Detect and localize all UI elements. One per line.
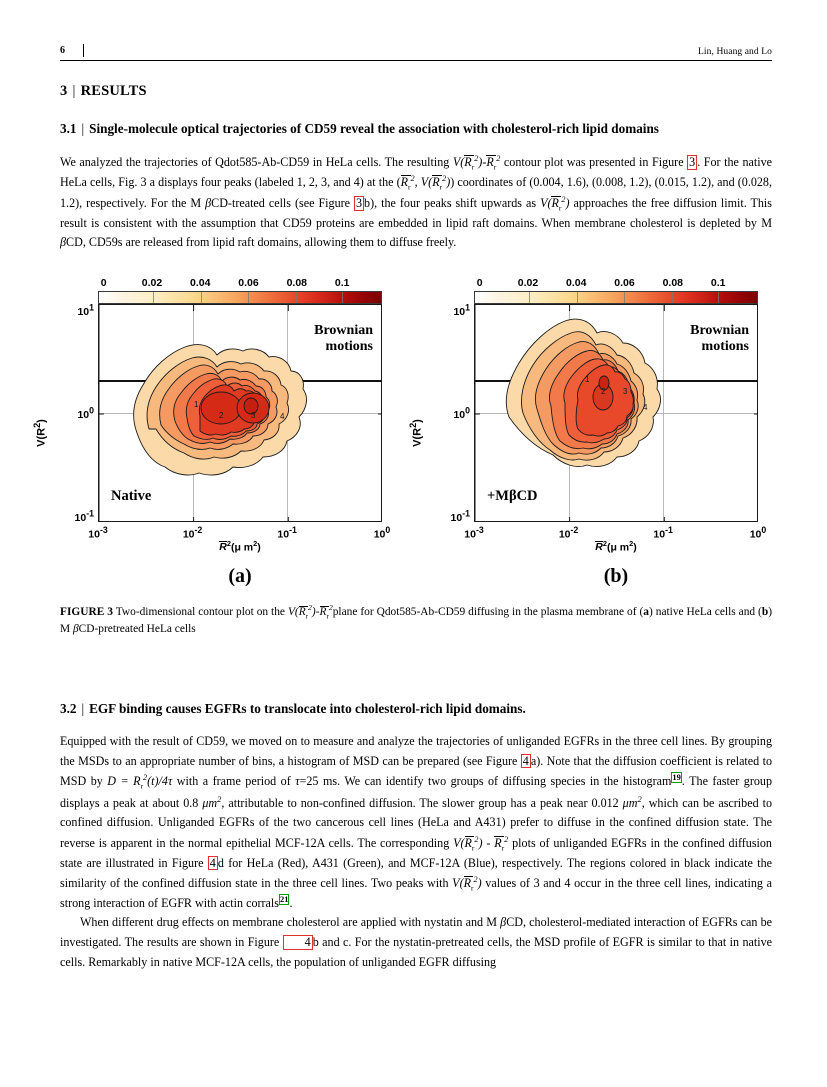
cbar-b-tick-0: 0: [476, 276, 483, 289]
running-head-left: [60, 44, 84, 57]
paragraph-cd59-analysis: [60, 152, 772, 253]
panel-b-ylabel: $V(R^2)$: [408, 418, 424, 447]
panel-a-xtick-1e-3: $10^{-3}$: [88, 524, 108, 541]
panel-b-ytick-101: $10^1$: [453, 302, 470, 318]
figure-3-caption: [60, 602, 772, 638]
figcap-text-c: ) native HeLa cells and (: [648, 606, 762, 619]
panel-a-colorbar-wrap: [98, 277, 382, 304]
panel-a-ytick-10-1: $10^{-1}$: [74, 508, 94, 524]
beta-symbol-3: β: [500, 915, 507, 930]
p2-text-k: .: [289, 895, 293, 910]
link-figure-3a[interactable]: 3: [689, 154, 696, 169]
beta-symbol-2: β: [60, 235, 67, 250]
panel-a-xtick-1e-1: $10^{-1}$: [277, 524, 297, 541]
panel-a-ylabel: $V(R^2)$: [32, 418, 48, 447]
subsection-number-32: 3.2: [60, 701, 77, 717]
cbar-b-tick-01: 0.1: [710, 276, 726, 289]
panel-b-xlabel: $R^2(\mu$ $m^2$): [595, 538, 637, 554]
link-figure-3b[interactable]: 3: [356, 196, 363, 211]
figure-3: [32, 276, 772, 639]
figcap-text-e: CD-pretreated HeLa cells: [78, 623, 196, 636]
p1-text-b: contour plot was presented in Figure: [500, 154, 688, 169]
panel-a-xtick-1e-2: $10^{-2}$: [182, 524, 203, 541]
math-coordinates: $R_r^2$, $V(R_r^2)$: [400, 174, 451, 192]
citation-ref-19[interactable]: 19: [672, 772, 681, 783]
p2-text-j: values of 3 and 4 occur in the three cell lines, indicating a strong interaction of EGFR with actin corrals: [60, 876, 772, 910]
figcap-beta: β: [72, 623, 79, 636]
link-figure-4b[interactable]: 4: [283, 935, 313, 950]
cbar-a-tick-002: 0.02: [141, 276, 163, 289]
subsection-heading-3-2: [60, 700, 772, 718]
running-head: [60, 44, 772, 60]
panel-a-xtick-1e0: $10^0$: [373, 524, 391, 541]
panel-a-peak-label-2: 2: [219, 410, 224, 420]
panel-a-colorbar-ticklabels: [98, 277, 382, 291]
panel-b-brownian-annotation: Brownian motions: [690, 322, 749, 354]
panel-b-mbcd: [408, 276, 772, 589]
panel-b-colorbar-wrap: [474, 277, 758, 304]
tau-symbol: τ: [295, 774, 300, 789]
panel-a-native: [32, 276, 396, 589]
panel-b-caption: (b): [603, 565, 629, 588]
panel-a-ytick-100: $10^0$: [77, 405, 94, 421]
link-figure-4a[interactable]: 4: [522, 753, 529, 768]
panel-b-ytick-100: $10^0$: [453, 405, 470, 421]
beta-symbol-1: β: [205, 196, 212, 211]
p1-text-h: CD, CD59s are released from lipid raft domains, allowing them to diffuse freely.: [66, 235, 457, 250]
p1-text-g: approaches the free diffusion limit. This result is consistent with the assumption that CD59 proteins are embedded in lipid raft domains. When membrane cholesterol is depleted by M: [60, 196, 772, 230]
subsection-heading-3-1: [60, 120, 772, 138]
cbar-b-tick-008: 0.08: [662, 276, 684, 289]
p2-text-g: , which can be ascribed to confined diffusion. Unliganded EGFRs of the two cancerous cell lines (HeLa and A431) prefer to diffuse in the confined diffusion state. The reverse is apparent in the normal epithelial MCF-12A cells. The corresponding: [60, 795, 772, 851]
p2-text-d: =25 ms. We can identify two groups of diffusing species in the histogram: [299, 774, 672, 789]
panel-b-xtick-1e-1: $10^{-1}$: [653, 524, 673, 541]
p1-text-c: . For the native HeLa cells, Fig. 3 a displays four peaks (labeled 1, 2, 3, and 4) at the (: [60, 154, 772, 190]
unit-um2-2: $\mu m^2$: [622, 793, 642, 810]
cbar-b-tick-004: 0.04: [566, 276, 587, 289]
subsection-title-32: EGF binding causes EGFRs to translocate into cholesterol-rich lipid domains.: [89, 701, 526, 717]
panel-b-xtick-1e-3: $10^{-3}$: [464, 524, 484, 541]
p2-text-b: a). Note that the diffusion coefficient is related to MSD by: [60, 753, 772, 789]
panel-a-caption: (a): [228, 565, 252, 588]
cbar-b-tick-002: 0.02: [517, 276, 539, 289]
header-horizontal-rule: [60, 60, 772, 61]
math-diffusion-coefficient: $D = R_r^2(t)/4\tau$: [107, 773, 173, 791]
math-vr2: $V(R_r^2)$: [540, 195, 570, 213]
unit-um2-1: $\mu m^2$: [202, 793, 222, 810]
p1-text-e: CD-treated cells (see Figure: [211, 196, 354, 211]
math-vr2-r2: $V(R_r^2)-R_r^2$: [452, 153, 501, 172]
page-content: [32, 44, 773, 972]
figcap-text-d: ) M: [60, 606, 772, 636]
panel-a-xlabel: $R^2(\mu$ $m^2$): [219, 538, 261, 554]
running-head-authors: Lin, Huang and Lo: [698, 47, 772, 57]
panel-b-plot: [474, 304, 758, 522]
section-title: RESULTS: [80, 83, 147, 99]
figcap-text-b: plane for Qdot585-Ab-CD59 diffusing in the plasma membrane of (: [332, 606, 644, 619]
figure-3-label: FIGURE 3: [60, 606, 113, 619]
p1-text-a: We analyzed the trajectories of Qdot585-Ab-CD59 in HeLa cells. The resulting: [60, 154, 453, 169]
panel-a-peak-label-1: 1: [194, 399, 199, 409]
panel-a-plot: [98, 304, 382, 522]
paragraph-egfr-msd: [60, 732, 772, 913]
section-separator: |: [72, 83, 76, 99]
subsection-title-31: Single-molecule optical trajectories of CD59 reveal the association with cholesterol-rich lipid domains: [89, 121, 659, 136]
p3-text-c: b and c. For the nystatin-pretreated cells, the MSD profile of EGFR is similar to that in native cells. Remarkably in native MCF-12A cells, the population of unliganded EGFR diffusing: [60, 935, 773, 969]
cbar-a-tick-006: 0.06: [238, 276, 259, 289]
panel-b-ytick-10-1: $10^{-1}$: [450, 508, 470, 524]
panel-a-peak-label-3: 3: [251, 410, 256, 420]
panel-b-xticks: [464, 524, 767, 543]
panel-a-peak-label-4: 4: [280, 411, 285, 421]
p3-text-a: When different drug effects on membrane cholesterol are applied with nystatin and M: [80, 915, 501, 930]
page-number: 6: [60, 45, 65, 56]
p2-text-h: plots of unliganded EGFRs in the confined diffusion state are illustrated in Figure: [60, 836, 772, 870]
panel-b-colorbar: [474, 291, 758, 304]
subsection-separator-31: |: [81, 121, 85, 136]
figcap-tag-a: a: [643, 606, 649, 619]
subsection-number-31: 3.1: [60, 121, 77, 136]
figcap-tag-b: b: [761, 606, 769, 619]
cbar-a-tick-0: 0: [100, 276, 107, 289]
panel-a-ytick-101: $10^1$: [77, 302, 94, 318]
citation-ref-21[interactable]: 21: [279, 893, 289, 904]
p2-text-a: Equipped with the result of CD59, we moved on to measure and analyze the trajectories of unliganded EGFRs in the three cell lines. By grouping the MSDs to an appropriate number of bins, a histogram of MSD can be prepared (see Figure: [60, 734, 772, 768]
p2-text-i: d for HeLa (Red), A431 (Green), and MCF-12A (Blue), respectively. The regions colored in black indicate the similarity of the confined diffusion state in the three cell lines. Two peaks with: [60, 855, 772, 891]
p2-text-e: . The faster group displays a peak at about 0.8: [60, 774, 772, 810]
cbar-a-tick-01: 0.1: [334, 276, 350, 289]
panel-a-inset-label: Native: [111, 488, 152, 505]
p2-text-c: with a frame period of: [172, 774, 296, 789]
figcap-text-a: Two-dimensional contour plot on the: [112, 606, 288, 619]
cbar-b-tick-006: 0.06: [614, 276, 635, 289]
section-number: 3: [60, 83, 68, 99]
link-figure-4d[interactable]: 4: [209, 855, 216, 870]
panel-b-xtick-1e0: $10^0$: [749, 524, 767, 541]
math-vr2-minus-r2: $V(R_r^2) - R_r^2$: [453, 835, 509, 853]
panel-b-xtick-1e-2: $10^{-2}$: [558, 524, 579, 541]
panel-a-brownian-annotation: Brownian motions: [314, 322, 373, 354]
panel-b-inset-label: +MβCD: [487, 488, 538, 505]
figcap-math: $V(R_r^2)-R_r^2$: [287, 603, 333, 621]
section-heading-results: [60, 83, 772, 100]
paragraph-drug-effects: [60, 913, 772, 972]
header-divider-rule: [83, 44, 84, 57]
cbar-a-tick-008: 0.08: [286, 276, 308, 289]
panel-b-peak-label-4: 4: [643, 402, 648, 412]
panel-a-colorbar: [98, 291, 382, 304]
math-vr2-values: $V(R_r^2)$: [452, 875, 482, 893]
panel-b-peak-label-1: 1: [585, 374, 590, 384]
panel-b-peak-label-2: 2: [601, 386, 606, 396]
p2-text-f: , attributable to non-confined diffusion. The slower group has a peak near 0.012: [221, 795, 623, 810]
figure-panels: [32, 276, 772, 589]
p1-text-f: b), the four peaks shift upwards as: [364, 196, 541, 211]
panel-a-xticks: [88, 524, 391, 543]
cbar-a-tick-004: 0.04: [190, 276, 211, 289]
subsection-separator-32: |: [81, 701, 85, 717]
p1-text-d: ) coordinates of (0.004, 1.6), (0.008, 1.2), (0.015, 1.2), and (0.028, 1.2), respectively. For the M: [60, 175, 773, 211]
p3-text-b: CD, cholesterol-mediated interaction of EGFRs can be investigated. The results are shown in Figure: [60, 915, 773, 950]
panel-b-colorbar-ticklabels: [474, 277, 758, 291]
panel-b-peak-label-3: 3: [623, 386, 628, 396]
